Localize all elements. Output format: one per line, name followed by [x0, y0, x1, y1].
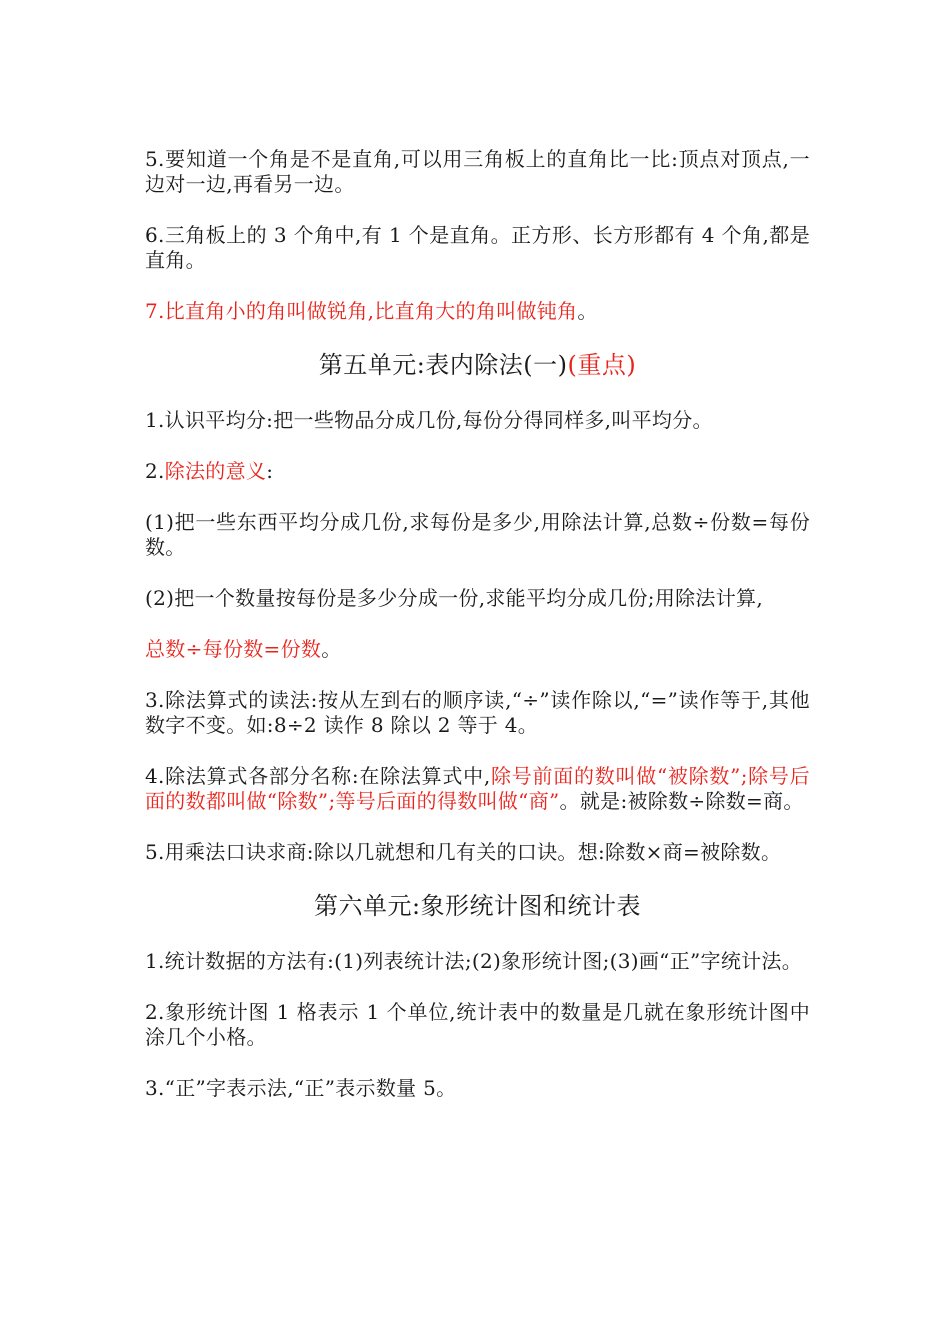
unit5-item-5: 5.用乘法口诀求商:除以几就想和几有关的口诀。想:除数×商=被除数。: [145, 840, 782, 864]
unit5-item-4: [145, 764, 810, 814]
unit5-item-2: [145, 459, 810, 484]
unit5-item-2-sub-1: (1)把一些东西平均分成几份,求每份是多少,用除法计算,总数÷份数=每份数。: [145, 510, 810, 559]
unit6-item-1: 1.统计数据的方法有:(1)列表统计法;(2)象形统计图;(3)画“正”字统计法。: [145, 949, 803, 973]
unit5-title-tag: (重点): [567, 351, 637, 379]
unit5-title: 第五单元:表内除法(一): [318, 351, 568, 379]
highlight-text: 总数÷每份数=份数: [145, 637, 322, 661]
item-punct: 。: [321, 637, 342, 661]
unit6-heading: 第六单元:象形统计图和统计表: [313, 892, 642, 920]
unit5-heading: [145, 350, 810, 380]
document-page: [145, 147, 810, 1127]
highlight-text: 比直角小的角叫做锐角,比直角大的角叫做钝角: [164, 299, 578, 323]
unit5-item-2-sub-2: (2)把一个数量按每份是多少分成一份,求能平均分成几份;用除法计算,: [145, 586, 763, 610]
unit5-item-3: 3.除法算式的读法:按从左到右的顺序读,“÷”读作除以,“=”读作等于,其他数字不变。如:8÷2 读作 8 除以 2 等于 4。: [145, 688, 810, 737]
unit6-item-3: 3.“正”字表示法,“正”表示数量 5。: [145, 1076, 457, 1100]
highlight-text: 除号前面的数叫做“被除数”;除号后面的数都叫做“除数”;等号后面的得数叫做“商”: [145, 764, 810, 813]
item-text-end: 。就是:被除数÷除数=商。: [559, 789, 804, 813]
item-number: 7.: [145, 299, 165, 323]
item-number: 2.: [145, 459, 165, 483]
item-punct: :: [266, 459, 274, 483]
item-text: 4.除法算式各部分名称:在除法算式中,: [145, 764, 491, 788]
item-punct: 。: [577, 299, 598, 323]
unit6-item-2: 2.象形统计图 1 格表示 1 个单位,统计表中的数量是几就在象形统计图中涂几个小格。: [145, 1000, 810, 1049]
unit5-item-1: 1.认识平均分:把一些物品分成几份,每份分得同样多,叫平均分。: [145, 408, 713, 432]
unit5-item-2-formula: [145, 637, 810, 662]
unit4-item-5: 5.要知道一个角是不是直角,可以用三角板上的直角比一比:顶点对顶点,一边对一边,再看另一边。: [145, 147, 810, 196]
unit4-item-7: [145, 299, 810, 324]
highlight-text: 除法的意义: [164, 459, 267, 483]
unit4-item-6: 6.三角板上的 3 个角中,有 1 个是直角。正方形、长方形都有 4 个角,都是直角。: [145, 223, 810, 272]
